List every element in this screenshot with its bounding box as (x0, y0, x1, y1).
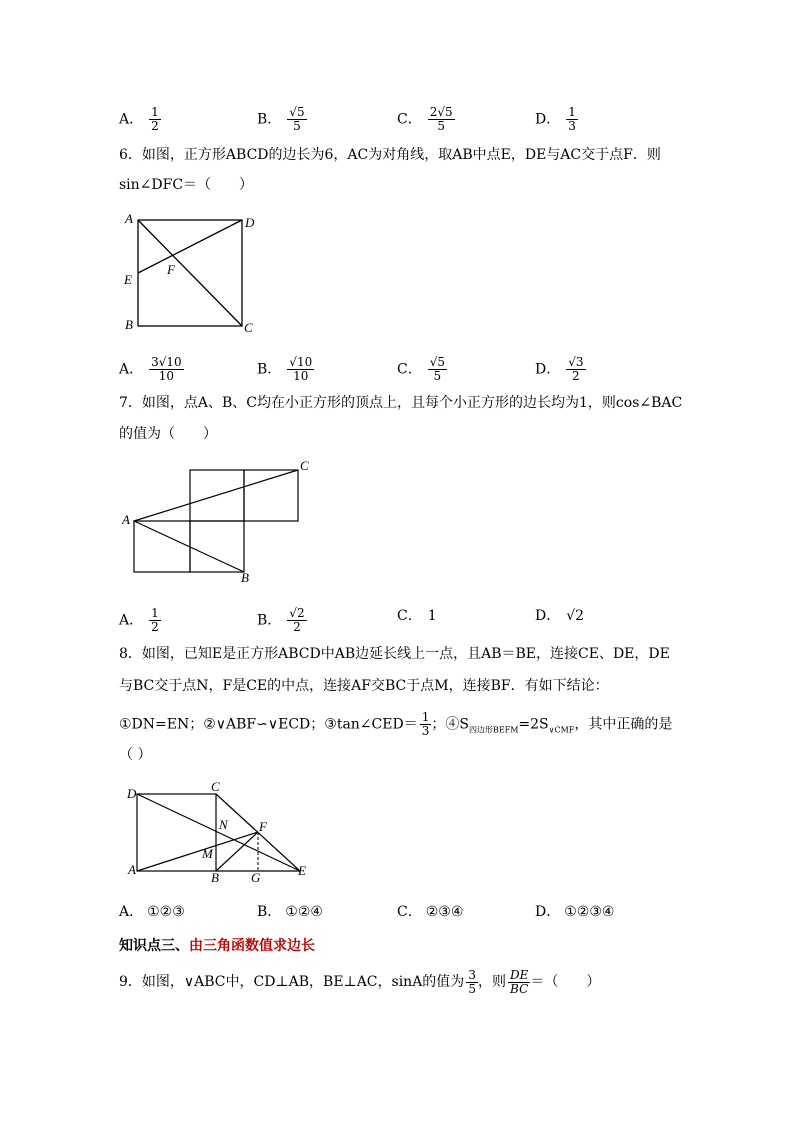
q7-label-b: B (241, 570, 249, 585)
q5-option-c: C． $\frac{2√5}{5}$ (397, 105, 453, 133)
q6-option-c: C． $\frac{√5}{5}$ (397, 355, 445, 383)
q8-label-d: D (127, 786, 137, 801)
q6-label-b: B (125, 317, 133, 332)
q8-figure (120, 778, 320, 888)
q6-figure (115, 206, 265, 340)
q7-stem-line1: 7．如图，点A、B、C均在小正方形的顶点上，且每个小正方形的边长均为1，则cos∠BAC (119, 395, 683, 411)
q7-option-b: B． $\frac{√2}{2}$ (257, 606, 305, 634)
q8-label-b: B (211, 870, 219, 885)
q8-option-b: B． ①②④ (257, 904, 323, 920)
q7-label-c: C (300, 458, 309, 473)
q8-stem-line4: （ ） (119, 747, 152, 763)
q8-stem-line2: 与BC交于点N，F是CE的中点，连接AF交BC于点M，连接BF．有如下结论： (119, 678, 609, 694)
q5-option-d: D． $\frac{1}{3}$ (535, 105, 576, 133)
q8-label-g: G (251, 870, 261, 885)
q6-label-a: A (125, 211, 133, 226)
q6-label-d: D (245, 215, 255, 230)
q6-option-d: D． $\frac{√3}{2}$ (535, 355, 584, 383)
q8-stem-line1: 8．如图，已知E是正方形ABCD中AB边延长线上一点，且AB＝BE，连接CE、DE，DE (119, 646, 670, 662)
q7-option-a: A． $\frac{1}{2}$ (119, 606, 159, 634)
q6-label-c: C (244, 320, 253, 335)
q5-option-b: B． $\frac{√5}{5}$ (257, 105, 305, 133)
section-heading: 知识点三、由三角函数值求边长 (119, 938, 315, 954)
q7-option-c: C． 1 (397, 608, 437, 624)
q9-stem: 9．如图，∨ABC中，CD⊥AB，BE⊥AC，sinA的值为 $\frac{3}{5}$ ，则 $\frac{DE}{BC}$ ＝（ ） (119, 967, 601, 996)
q6-option-b: B． $\frac{√10}{10}$ (257, 355, 313, 383)
q6-stem-line1: 6．如图，正方形ABCD的边长为6，AC为对角线，取AB中点E，DE与AC交于点F．则 (119, 147, 661, 163)
q6-stem-line2: sin∠DFC＝（ ） (119, 177, 254, 193)
q8-option-a: A． ①②③ (119, 904, 185, 920)
q8-label-c: C (211, 779, 220, 794)
q7-stem-line2: 的值为（ ） (119, 426, 217, 442)
q8-label-m: M (202, 846, 213, 861)
q7-label-a: A (122, 512, 130, 527)
q7-option-d: D． √2 (535, 608, 585, 624)
q8-label-f: F (259, 819, 267, 834)
q6-label-f: F (167, 262, 175, 277)
q8-option-d: D． ①②③④ (535, 904, 615, 920)
q5-option-a: A． $\frac{1}{2}$ (119, 105, 159, 133)
q6-option-a: A． $\frac{3√10}{10}$ (119, 355, 182, 383)
q8-label-a: A (128, 862, 136, 877)
q6-label-e: E (124, 272, 132, 287)
q8-label-e: E (298, 863, 306, 878)
q8-option-c: C． ②③④ (397, 904, 464, 920)
q7-figure (115, 456, 325, 586)
q8-label-n: N (219, 817, 228, 832)
q8-stem-line3: ①DN=EN；②∨ABF∽∨ECD；③tan∠CED＝ $\frac{1}{3}$ ；$④S_{四边形BEFM}=2S_{\vee CMF}$，其中正确的是 (119, 710, 673, 738)
